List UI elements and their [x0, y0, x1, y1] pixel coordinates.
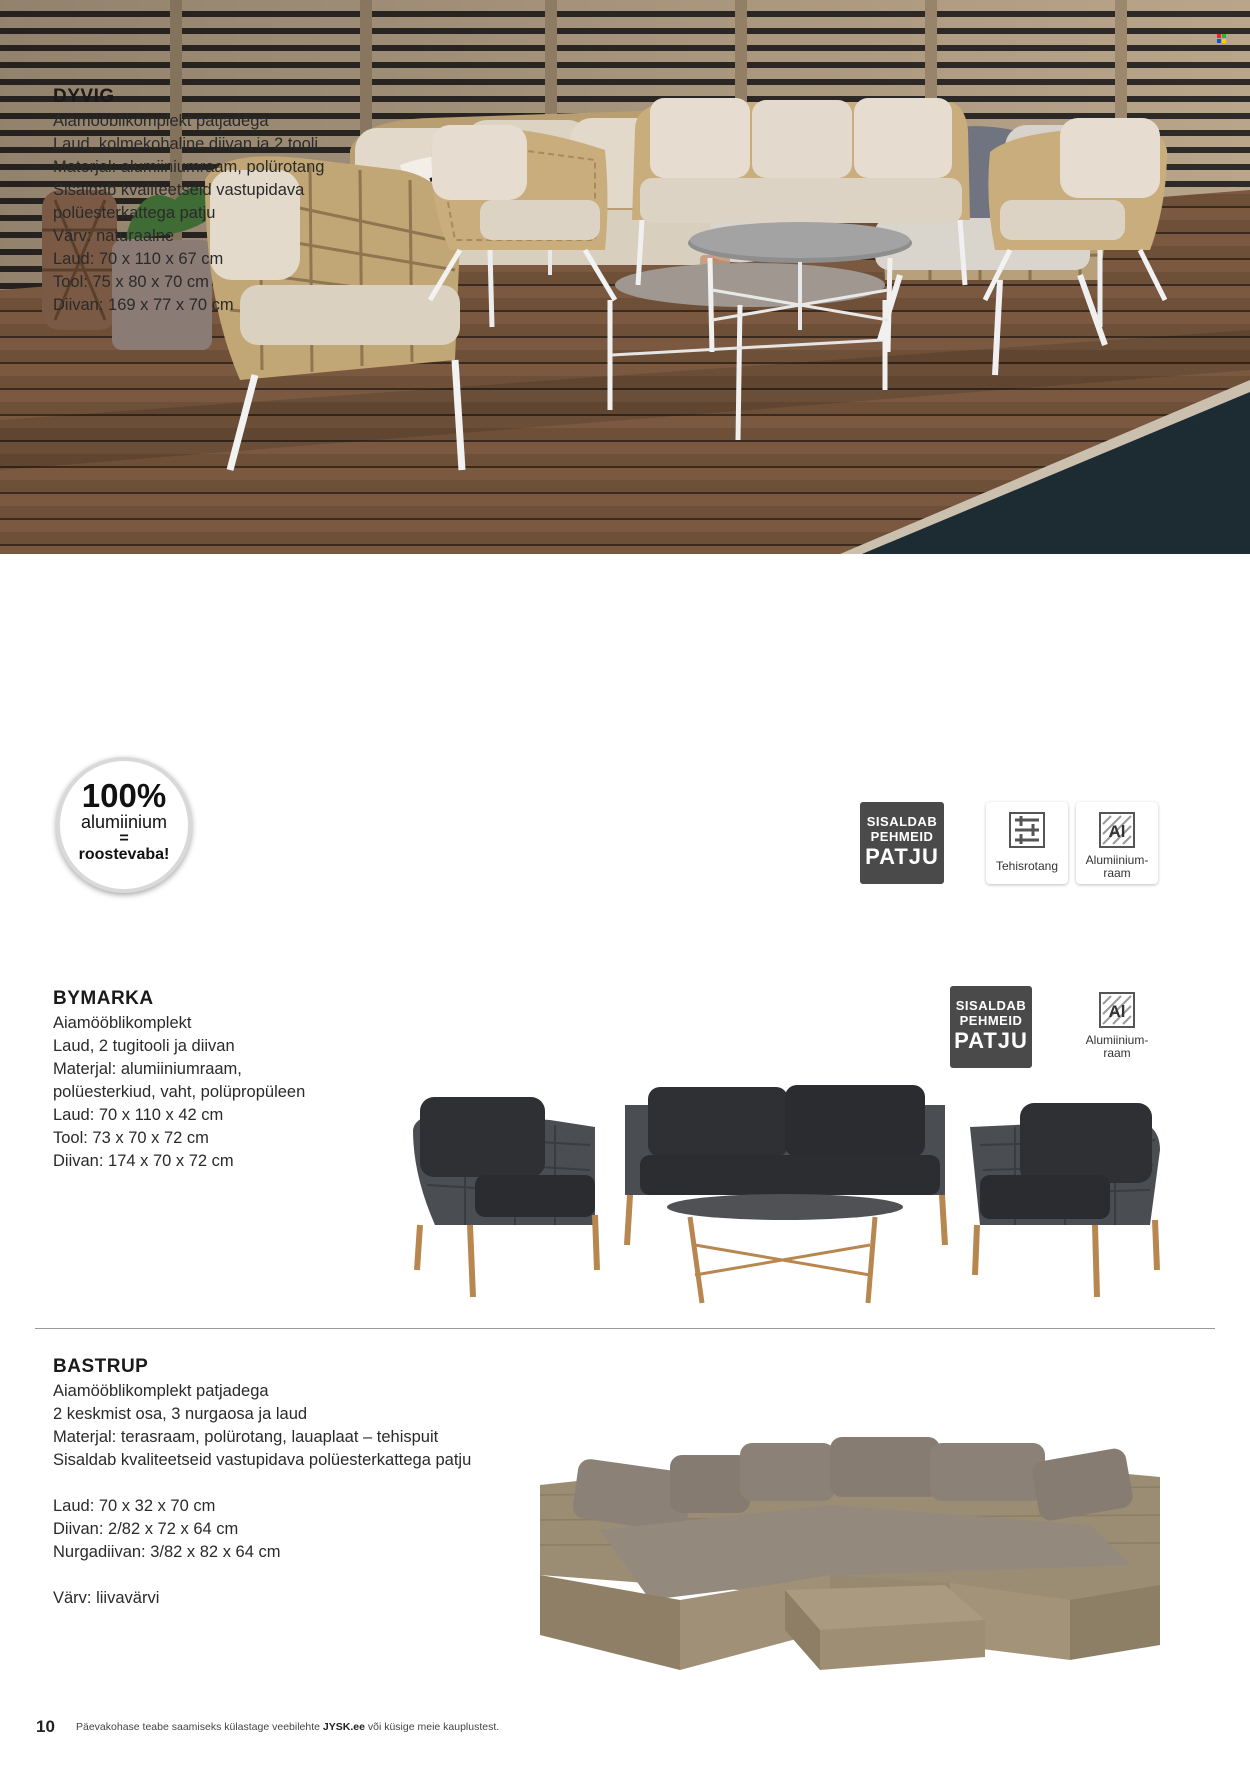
product-title-bymarka: BYMARKA	[53, 988, 154, 1009]
feature-label: Tehisrotang	[995, 859, 1059, 873]
feature-label: raam	[1103, 866, 1131, 880]
badge-claim: roostevaba!	[78, 846, 170, 863]
bymarka-furniture-photo	[405, 1075, 1170, 1310]
spec-line: polüesterkiud, vaht, polüpropüleen	[53, 1083, 306, 1101]
spec-line: Laud: 70 x 110 x 67 cm	[53, 250, 224, 268]
patju-line-3: PATJU	[865, 844, 939, 869]
spec-line: Diivan: 174 x 70 x 72 cm	[53, 1152, 234, 1170]
spec-line: Laud: 70 x 32 x 70 cm	[53, 1497, 216, 1515]
footer-website-link[interactable]: JYSK.ee	[322, 1721, 365, 1733]
spec-line: Aiamööblikomplekt patjadega	[53, 112, 269, 130]
patju-line-1: SISALDAB	[955, 998, 1027, 1013]
spec-line: Tool: 75 x 80 x 70 cm	[53, 273, 209, 291]
soft-cushions-badge-hero	[860, 802, 944, 884]
badge-percent: 100%	[81, 777, 167, 814]
feature-label: raam	[1103, 1046, 1131, 1060]
soft-cushions-badge-bymarka	[950, 986, 1032, 1068]
spec-line: Materjal: terasraam, polürotang, lauaplaat – tehispuit	[53, 1428, 439, 1446]
spec-line: Sisaldab kvaliteetseid vastupidava	[53, 181, 305, 199]
dyvig-right-chair	[985, 118, 1167, 327]
bastrup-corner-sofa	[540, 1437, 1160, 1670]
spec-line: Nurgadiivan: 3/82 x 82 x 64 cm	[53, 1543, 281, 1561]
spec-line: Laud, kolmekohaline diivan ja 2 tooli	[53, 135, 319, 153]
spec-line: Värv: naturaalne	[53, 227, 175, 245]
bymarka-table	[667, 1194, 903, 1303]
product-title-bastrup: BASTRUP	[53, 1356, 149, 1377]
al-symbol: Al	[1108, 1002, 1126, 1021]
bymarka-description	[53, 988, 305, 1173]
spec-line: Aiamööblikomplekt	[53, 1014, 192, 1032]
dyvig-description	[53, 86, 324, 317]
bymarka-left-chair	[413, 1097, 597, 1297]
patju-line-2: PEHMEID	[870, 829, 934, 844]
spec-line: Materjal: alumiiniumraam,	[53, 1060, 242, 1078]
spec-line: polüesterkattega patju	[53, 204, 216, 222]
patju-line-1: SISALDAB	[866, 814, 938, 829]
feature-aluminium-frame-bymarka	[1076, 990, 1158, 1060]
spec-line: Diivan: 169 x 77 x 70 cm	[53, 296, 234, 314]
feature-label: Alumiinium-	[1085, 1033, 1149, 1047]
spec-line: Aiamööblikomplekt patjadega	[53, 1382, 269, 1400]
section-divider	[35, 1328, 1215, 1329]
aluminium-al-icon	[1097, 810, 1137, 850]
bastrup-description	[53, 1356, 471, 1610]
patju-line-2: PEHMEID	[959, 1013, 1023, 1028]
spec-line: 2 keskmist osa, 3 nurgaosa ja laud	[53, 1405, 308, 1423]
bymarka-sofa	[625, 1085, 945, 1245]
dyvig-table	[688, 222, 912, 352]
feature-aluminium-frame	[1076, 802, 1158, 884]
badge-material: alumiinium	[80, 812, 168, 832]
aluminium-al-icon	[1097, 990, 1137, 1030]
page-footer	[36, 1717, 1216, 1739]
spec-line: Sisaldab kvaliteetseid vastupidava polüesterkattega patju	[53, 1451, 472, 1469]
dyvig-left-chair	[430, 125, 615, 327]
rattan-weave-icon	[1007, 810, 1047, 850]
badge-equals: =	[119, 830, 129, 847]
footer-text-end: või küsige meie kauplustest.	[364, 1721, 500, 1733]
feature-synthetic-rattan	[986, 802, 1068, 884]
spec-line: Diivan: 2/82 x 72 x 64 cm	[53, 1520, 239, 1538]
page-number: 10	[36, 1717, 55, 1736]
spec-line: Laud, 2 tugitooli ja diivan	[53, 1037, 235, 1055]
feature-label: Alumiinium-	[1085, 853, 1149, 867]
product-title-dyvig: DYVIG	[53, 86, 115, 107]
patju-line-3: PATJU	[954, 1028, 1028, 1053]
bastrup-furniture-photo	[530, 1425, 1170, 1675]
corner-color-mark	[1217, 34, 1227, 44]
spec-line: Laud: 70 x 110 x 42 cm	[53, 1106, 224, 1124]
spec-line: Materjal: alumiiniumraam, polürotang	[53, 158, 325, 176]
spec-line: Tool: 73 x 70 x 72 cm	[53, 1129, 209, 1147]
footer-note	[76, 1721, 499, 1733]
bymarka-right-chair	[970, 1103, 1160, 1297]
dyvig-furniture-photo	[410, 90, 1190, 365]
spec-line: Värv: liivavärvi	[53, 1589, 160, 1607]
aluminium-stainless-badge	[56, 757, 192, 893]
al-symbol: Al	[1108, 822, 1126, 841]
footer-text-start: Päevakohase teabe saamiseks külastage veebilehte	[76, 1721, 323, 1733]
